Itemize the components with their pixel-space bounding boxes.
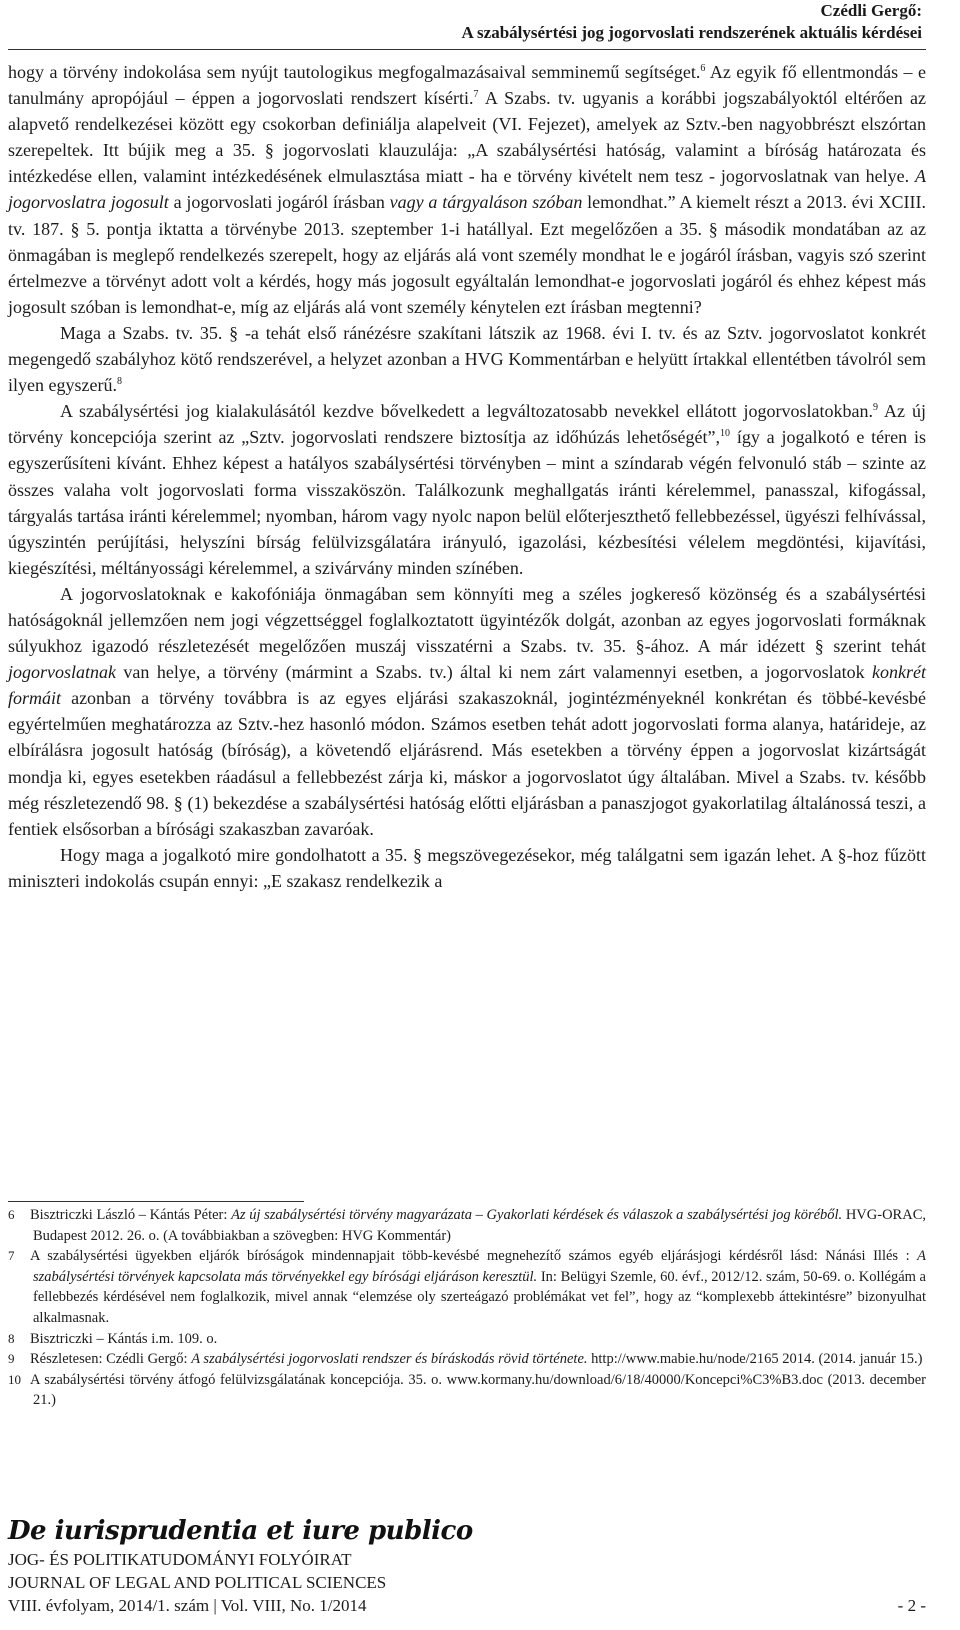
text-run: A Szabs. tv. ugyanis a korábbi jogszabályoktól eltérően az alapvető rendelkezései között egy csokorban definiálja alapelveit (VI. Fejezet), amelyek az Sztv.-ben nagyobbrészt elszórtan szerepeltek. Itt bújik meg a 35. § jogorvoslati klauzulája: „A szabálysértési hatóság, valamint a bíróság határozata és intézkedése ellen, valamint intézkedésének elmulasztása miatt - ha e törvény kivételt nem tesz - jogorvoslatnak van helye. [8, 88, 926, 187]
text-run: Az új törvény koncepciója szerint az „Sztv. jogorvoslati rendszere biztosítja az időhúzás lehetőségét”, [8, 401, 927, 448]
text-run: így a jogalkotó e téren is egyszerűsíteni kívánt. Ehhez képest a hatályos szabálysértési törvényben – mint a színdarab végén felvonuló stáb – szinte az összes valaha volt jogorvoslati forma visszaköszön. Találkozunk meghallgatás iránti kérelemmel, panasszal, kifogással, tárgyalás tartása iránti kérelemmel; nyomban, három vagy nyolc napon belül előterjeszthető fellebbezéssel, ügyészi felhívással, úgyszintén perújítási, helyszíni bírság felülvizsgálatára irányuló, igazolási, kézbesítési vélelem megdöntési, kijavítási, kiegészítési, méltányossági kérelemmel, a szivárvány minden színében. [8, 427, 927, 578]
header-title: A szabálysértési jog jogorvoslati rendszerének aktuális kérdései [461, 23, 922, 42]
header-divider [8, 49, 926, 50]
journal-subtitle-hu: JOG- ÉS POLITIKATUDOMÁNYI FOLYÓIRAT [8, 1550, 352, 1569]
text-run: HVG-ORAC, Budapest 2012. 26. o. (A továbbiakban a szövegben: HVG Kommentár) [33, 1207, 926, 1244]
text-run: Hogy maga a jogalkotó mire gondolhatott a 35. § megszövegezésekor, még találgatni sem igazán lehet. A §-hoz fűzött miniszteri indokolás csupán ennyi: „E szakasz rendelkezik a [8, 844, 926, 891]
paragraph-3 [8, 398, 926, 581]
link-text[interactable]: A szabálysértési törvény átfogó felülvizsgálatának koncepciója. 35. o. www.kormany.hu/download/6/18/40000/Koncepci%C3%B3.doc (2013. december 21.) [30, 1371, 926, 1409]
emphasis: A szabálysértési törvények kapcsolata más törvényekkel egy bírósági eljáráson keresztül. [33, 1248, 926, 1285]
journal-subtitle-en: JOURNAL OF LEGAL AND POLITICAL SCIENCES [8, 1573, 387, 1592]
text-run: A jogorvoslatoknak e kakofóniája önmagában sem könnyíti meg a széles jogkereső közönség és a szabálysértési hatóságoknál jellemzően nem jogi végzettséggel foglalkoztatott ügyintézők dolgát, azonban az egyes jogorvoslati formáknak súlyukhoz igazodó részletezését megelőzően muszáj visszatérni a Szabs. tv. 35. §-ához. A már idézett § szerint tehát [8, 583, 926, 657]
text-run: Bisztriczki – Kántás i.m. 109. o. [30, 1330, 218, 1347]
text-run: hogy a törvény indokolása sem nyújt tautologikus megfogalmazásaival semminemű segítséget. [8, 62, 701, 82]
emphasis: A jogorvoslatra jogosult [8, 166, 926, 213]
footnotes [8, 1205, 926, 1411]
emphasis: vagy a tárgyaláson szóban [389, 192, 583, 213]
text-run: azonban a törvény továbbra is az egyes eljárási szakaszoknál, jogintézményeknél konkrétan és többé-kevésbé egyértelműen meghatározza az Sztv.-hez hasonló módon. Számos esetben tehát adott jogorvoslati forma alanya, határideje, az elbírálásra jogosult hatóság (bíróság), a követendő eljárásrend. Más esetekben a törvény éppen a jogorvoslat kizártságát mondja ki, egyes esetekben ráadásul a fellebbezést zárja ki, máskor a jogorvoslatot úgy általában. Mivel a Szabs. tv. később még részletezendő 98. § (1) bekezdése a szabálysértési hatóság előtti eljárásban a panaszjogot gyakorlatilag általánossá teszi, a fentiek elsősorban a bírósági szakaszban zavaróak. [8, 688, 926, 839]
emphasis: jogorvoslatnak [8, 662, 116, 683]
footnote-ref[interactable]: 6 [700, 63, 706, 74]
link-text[interactable]: http://www.mabie.hu/node/2165 2014. (2014. január 15.) [587, 1351, 923, 1368]
paragraph-1 [8, 59, 926, 320]
paragraph-2 [8, 320, 926, 398]
text-run: A szabálysértési ügyekben eljárók bíróságok mindennapjait több-kevésbé megnehezítő számos egyéb eljárásjogi kérdésről lásd: Nánási Illés : [30, 1248, 918, 1265]
footnote-6 [8, 1205, 926, 1246]
journal-footer [8, 1514, 926, 1617]
text-run: Bisztriczki László – Kántás Péter: [30, 1207, 232, 1223]
footnote-number: 9 [8, 1351, 15, 1367]
text-run: Részletesen: Czédli Gergő: [30, 1351, 192, 1368]
text-run: van helye, a törvény (mármint a Szabs. tv.) által ki nem zárt valamennyi esetben, a jogorvoslatok [116, 662, 873, 683]
paragraph-5 [8, 842, 926, 894]
footnote-9 [8, 1349, 926, 1370]
footnote-8 [8, 1329, 926, 1350]
text-run: Az egyik fő ellentmondás – e tanulmány apropójául – éppen a jogorvoslati rendszert kísérti. [8, 62, 926, 109]
running-header [461, 0, 922, 44]
footnote-divider [8, 1201, 304, 1202]
footnote-ref[interactable]: 8 [116, 376, 122, 388]
footnote-number: 7 [8, 1248, 15, 1264]
footnote-ref[interactable]: 10 [720, 428, 730, 440]
emphasis: Az új szabálysértési törvény magyarázata – Gyakorlati kérdések és válaszok a szabálysértési jog köréből. [231, 1207, 843, 1223]
paragraph-4 [8, 581, 926, 842]
page-number: - 2 - [897, 1596, 926, 1615]
footnote-ref[interactable]: 7 [473, 89, 479, 101]
footnote-10 [8, 1370, 926, 1411]
emphasis: A szabálysértési jogorvoslati rendszer és bíráskodás rövid története. [191, 1351, 588, 1368]
footnote-7 [8, 1246, 926, 1328]
body-text [8, 59, 926, 894]
journal-logo: De iurisprudentia et iure publico [8, 1516, 473, 1546]
journal-issue: VIII. évfolyam, 2014/1. szám | Vol. VIII, No. 1/2014 [8, 1596, 367, 1615]
text-run: Maga a Szabs. tv. 35. § -a tehát első ránézésre szakítani látszik az 1968. évi I. tv. és az Sztv. jogorvoslatot konkrét megengedő szabályhoz kötő rendszerével, a helyzet azonban a HVG Kommentárban e helyütt írtakkal ellentétben távolról sem ilyen egyszerű. [8, 322, 926, 396]
text-run: A szabálysértési jog kialakulásától kezdve bővelkedett a legváltozatosabb nevekkel ellátott jogorvoslatokban. [60, 401, 874, 422]
text-run: a jogorvoslati jogáról írásban [168, 192, 390, 213]
footnote-ref[interactable]: 9 [873, 402, 879, 414]
emphasis: konkrét formáit [8, 662, 926, 709]
text-run: lemondhat.” A kiemelt részt a 2013. évi XCIII. tv. 187. § 5. pontja iktatta a törvénybe 2013. szeptember 1-i hatállyal. Ezt megelőzően a 35. § második mondatában az az önmagában is meglepő rendelkezés szerepelt, hogy az eljárás alá vont személy mondhat le e jogáról írásban, vagyis szó szerint értelmezve a törvényt adott volt a kérdés, hogy más jogosult egyáltalán lemondhat-e jogorvoslati jogáról és ehhez képest más jogosult szóban is lemondhat-e, míg az eljárás alá vont személy kénytelen ezt írásban megtenni? [8, 192, 926, 317]
footnote-number: 10 [8, 1371, 21, 1387]
journal-issue-line [8, 1594, 926, 1617]
header-author: Czédli Gergő: [820, 1, 922, 20]
footnote-number: 6 [8, 1207, 15, 1222]
text-run: In: Belügyi Szemle, 60. évf., 2012/12. szám, 50-69. o. Kollégám a fellebbezés kérdésével nem foglalkozik, mivel annak “elemzése oly szerteágazó problémákat vet fel”, hogy az “komplexebb áttekintésre” bizonyulhat alkalmasnak. [33, 1268, 926, 1326]
footnote-number: 8 [8, 1330, 15, 1346]
